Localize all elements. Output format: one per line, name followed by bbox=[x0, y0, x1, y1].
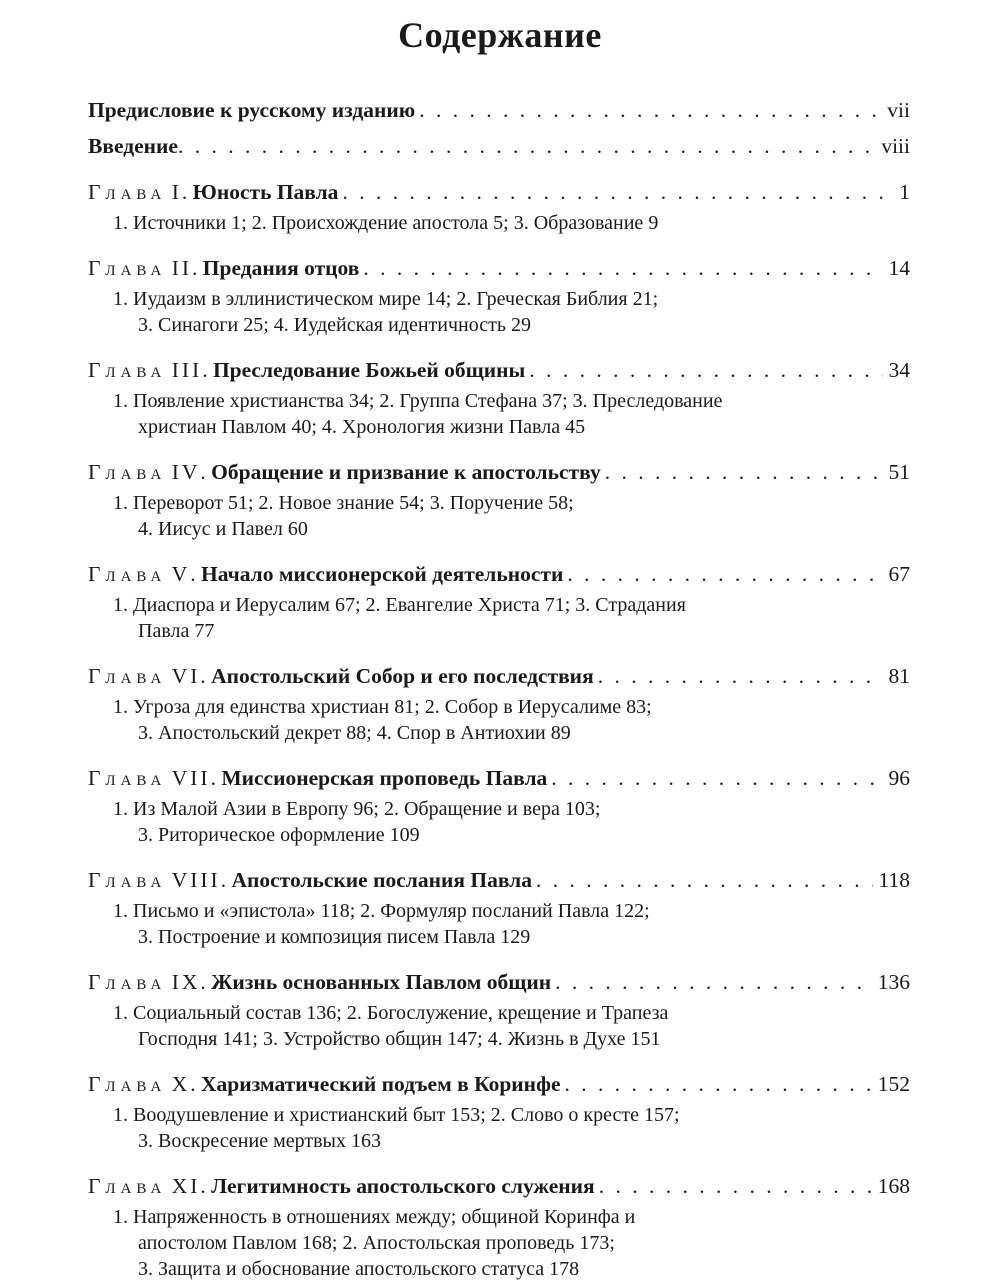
chapter-heading[interactable] bbox=[88, 1168, 910, 1204]
chapter-word: Глава bbox=[88, 664, 167, 688]
chapter-sections bbox=[88, 898, 928, 950]
chapter-sections bbox=[88, 490, 928, 542]
chapter-word: Глава bbox=[88, 1174, 167, 1198]
chapter-sections bbox=[88, 592, 928, 644]
chapter-word: Глава bbox=[88, 1072, 167, 1096]
entry-page: viii bbox=[881, 134, 910, 158]
chapter-number-dot: . bbox=[190, 562, 201, 586]
chapter-number-dot: . bbox=[190, 1072, 201, 1096]
chapter-word: Глава bbox=[88, 970, 167, 994]
chapter-sections bbox=[88, 286, 928, 338]
section-line: 1. Угроза для единства христиан 81; 2. Собор в Иерусалиме 83; bbox=[113, 696, 652, 718]
chapter-page: 96 bbox=[888, 766, 910, 790]
chapter-number-dot: . bbox=[200, 664, 212, 688]
chapter-heading[interactable] bbox=[88, 1066, 910, 1102]
section-line: 1. Напряженность в отношениях между; общиной Коринфа и bbox=[113, 1206, 636, 1228]
chapter-number: I bbox=[171, 180, 182, 204]
entry-title: Введение bbox=[88, 134, 178, 158]
chapter-page: 168 bbox=[877, 1174, 910, 1198]
chapter-page: 67 bbox=[888, 562, 910, 586]
chapter-sections bbox=[88, 1102, 928, 1154]
section-line: 3. Построение и композиция писем Павла 129 bbox=[138, 926, 531, 948]
section-line: 3. Апостольский декрет 88; 4. Спор в Антиохии 89 bbox=[138, 722, 571, 744]
leader-dots bbox=[555, 964, 872, 1000]
section-line: 1. Воодушевление и христианский быт 153; 2. Слово о кресте 157; bbox=[113, 1104, 680, 1126]
chapter-sections bbox=[88, 1000, 928, 1052]
section-line: 4. Иисус и Павел 60 bbox=[138, 518, 308, 540]
chapter-label bbox=[88, 862, 532, 898]
leader-dots bbox=[419, 92, 881, 128]
chapter-number: II bbox=[171, 256, 193, 280]
chapter-page: 34 bbox=[888, 358, 910, 382]
section-line: 1. Появление христианства 34; 2. Группа Стефана 37; 3. Преследование bbox=[113, 390, 723, 412]
chapter-label bbox=[88, 1066, 561, 1102]
chapter-label bbox=[88, 352, 525, 388]
chapter-number: VI bbox=[171, 664, 201, 688]
chapter-number-dot: . bbox=[200, 1174, 212, 1198]
chapter-number: IV bbox=[171, 460, 201, 484]
chapter-heading[interactable] bbox=[88, 862, 910, 898]
chapter-word: Глава bbox=[88, 256, 167, 280]
chapter-entry bbox=[88, 1168, 910, 1282]
section-line: 1. Письмо и «эпистола» 118; 2. Формуляр посланий Павла 122; bbox=[113, 900, 650, 922]
section-line: 1. Иудаизм в эллинистическом мире 14; 2. Греческая Библия 21; bbox=[113, 288, 659, 310]
chapter-label bbox=[88, 1168, 595, 1204]
section-line: 1. Диаспора и Иерусалим 67; 2. Евангелие Христа 71; 3. Страдания bbox=[113, 594, 686, 616]
leader-dots bbox=[536, 862, 873, 898]
chapter-title: Легитимность апостольского служения bbox=[211, 1174, 595, 1198]
leader-dots bbox=[363, 250, 882, 286]
chapter-sections bbox=[88, 210, 928, 236]
chapter-word: Глава bbox=[88, 460, 167, 484]
leader-dots bbox=[565, 1066, 872, 1102]
chapter-heading[interactable] bbox=[88, 658, 910, 694]
section-line: христиан Павлом 40; 4. Хронология жизни Павла 45 bbox=[138, 416, 586, 438]
leader-dots bbox=[598, 658, 883, 694]
chapter-entry bbox=[88, 556, 910, 644]
chapter-title: Жизнь основанных Павлом общин bbox=[211, 970, 552, 994]
chapter-title: Предания отцов bbox=[202, 256, 360, 280]
chapter-number: X bbox=[171, 1072, 191, 1096]
chapter-title: Обращение и призвание к апостольству bbox=[211, 460, 601, 484]
chapter-label bbox=[88, 174, 338, 210]
chapter-page: 1 bbox=[899, 180, 910, 204]
chapter-entry bbox=[88, 658, 910, 746]
chapter-title: Начало миссионерской деятельности bbox=[200, 562, 564, 586]
chapter-entry bbox=[88, 760, 910, 848]
chapter-list bbox=[88, 174, 910, 1282]
chapter-entry bbox=[88, 454, 910, 542]
chapter-heading[interactable] bbox=[88, 760, 910, 796]
chapter-number: IX bbox=[171, 970, 201, 994]
chapter-number-dot: . bbox=[220, 868, 232, 892]
chapter-label bbox=[88, 454, 601, 490]
leader-dots bbox=[178, 128, 875, 164]
chapter-sections bbox=[88, 796, 928, 848]
chapter-number-dot: . bbox=[192, 256, 203, 280]
leader-dots bbox=[342, 174, 893, 210]
chapter-label bbox=[88, 760, 547, 796]
chapter-number: XI bbox=[171, 1174, 201, 1198]
section-line: 3. Воскресение мертвых 163 bbox=[138, 1130, 381, 1152]
section-line: 1. Источники 1; 2. Происхождение апостола 5; 3. Образование 9 bbox=[113, 212, 659, 234]
chapter-word: Глава bbox=[88, 358, 167, 382]
chapter-word: Глава bbox=[88, 766, 167, 790]
leader-dots bbox=[551, 760, 882, 796]
chapter-page: 152 bbox=[877, 1072, 910, 1096]
chapter-page: 136 bbox=[877, 970, 910, 994]
leader-dots bbox=[599, 1168, 872, 1204]
chapter-title: Апостольский Собор и его последствия bbox=[211, 664, 594, 688]
leader-dots bbox=[529, 352, 882, 388]
entry-title: Предисловие к русскому изданию bbox=[88, 98, 416, 122]
chapter-heading[interactable] bbox=[88, 250, 910, 286]
chapter-label bbox=[88, 250, 359, 286]
chapter-number: V bbox=[171, 562, 191, 586]
chapter-title: Миссионерская проповедь Павла bbox=[221, 766, 548, 790]
chapter-number: VII bbox=[171, 766, 211, 790]
chapter-sections bbox=[88, 1204, 928, 1282]
chapter-page: 51 bbox=[888, 460, 910, 484]
section-line: 1. Из Малой Азии в Европу 96; 2. Обращение и вера 103; bbox=[113, 798, 601, 820]
leader-dots bbox=[567, 556, 882, 592]
chapter-heading[interactable] bbox=[88, 352, 910, 388]
chapter-heading[interactable] bbox=[88, 174, 910, 210]
chapter-number-dot: . bbox=[181, 180, 193, 204]
chapter-entry bbox=[88, 1066, 910, 1154]
section-line: Павла 77 bbox=[138, 620, 215, 642]
chapter-sections bbox=[88, 388, 928, 440]
entry-page: vii bbox=[887, 98, 910, 122]
chapter-entry bbox=[88, 174, 910, 236]
chapter-page: 118 bbox=[878, 868, 910, 892]
leader-dots bbox=[605, 454, 883, 490]
section-line: Господня 141; 3. Устройство общин 147; 4. Жизнь в Духе 151 bbox=[138, 1028, 661, 1050]
chapter-word: Глава bbox=[88, 562, 167, 586]
section-line: 3. Защита и обоснование апостольского статуса 178 bbox=[138, 1258, 580, 1280]
chapter-entry bbox=[88, 862, 910, 950]
chapter-number-dot: . bbox=[200, 970, 212, 994]
chapter-entry bbox=[88, 964, 910, 1052]
chapter-heading[interactable] bbox=[88, 556, 910, 592]
chapter-sections bbox=[88, 694, 928, 746]
chapter-title: Юность Павла bbox=[192, 180, 339, 204]
section-line: 3. Риторическое оформление 109 bbox=[138, 824, 420, 846]
chapter-entry bbox=[88, 250, 910, 338]
section-line: 1. Социальный состав 136; 2. Богослужение, крещение и Трапеза bbox=[113, 1002, 669, 1024]
page-title: Содержание bbox=[398, 15, 602, 55]
chapter-word: Глава bbox=[88, 868, 167, 892]
chapter-heading[interactable] bbox=[88, 964, 910, 1000]
chapter-word: Глава bbox=[88, 180, 167, 204]
table-of-contents bbox=[88, 92, 910, 1282]
chapter-number: VIII bbox=[171, 868, 221, 892]
chapter-page: 81 bbox=[888, 664, 910, 688]
toc-entry-introduction[interactable] bbox=[88, 128, 910, 164]
section-line: апостолом Павлом 168; 2. Апостольская проповедь 173; bbox=[138, 1232, 615, 1254]
chapter-title: Преследование Божьей общины bbox=[212, 358, 526, 382]
chapter-number-dot: . bbox=[210, 766, 222, 790]
toc-entry-preface[interactable] bbox=[88, 92, 910, 128]
section-line: 3. Синагоги 25; 4. Иудейская идентичность 29 bbox=[138, 314, 531, 336]
chapter-heading[interactable] bbox=[88, 454, 910, 490]
chapter-label bbox=[88, 964, 551, 1000]
chapter-page: 14 bbox=[888, 256, 910, 280]
chapter-number-dot: . bbox=[202, 358, 213, 382]
chapter-label bbox=[88, 556, 563, 592]
section-line: 1. Переворот 51; 2. Новое знание 54; 3. Поручение 58; bbox=[113, 492, 574, 514]
chapter-title: Апостольские послания Павла bbox=[231, 868, 532, 892]
chapter-label bbox=[88, 658, 594, 694]
chapter-title: Харизматический подъем в Коринфе bbox=[200, 1072, 561, 1096]
chapter-number: III bbox=[171, 358, 203, 382]
chapter-number-dot: . bbox=[200, 460, 212, 484]
chapter-entry bbox=[88, 352, 910, 440]
